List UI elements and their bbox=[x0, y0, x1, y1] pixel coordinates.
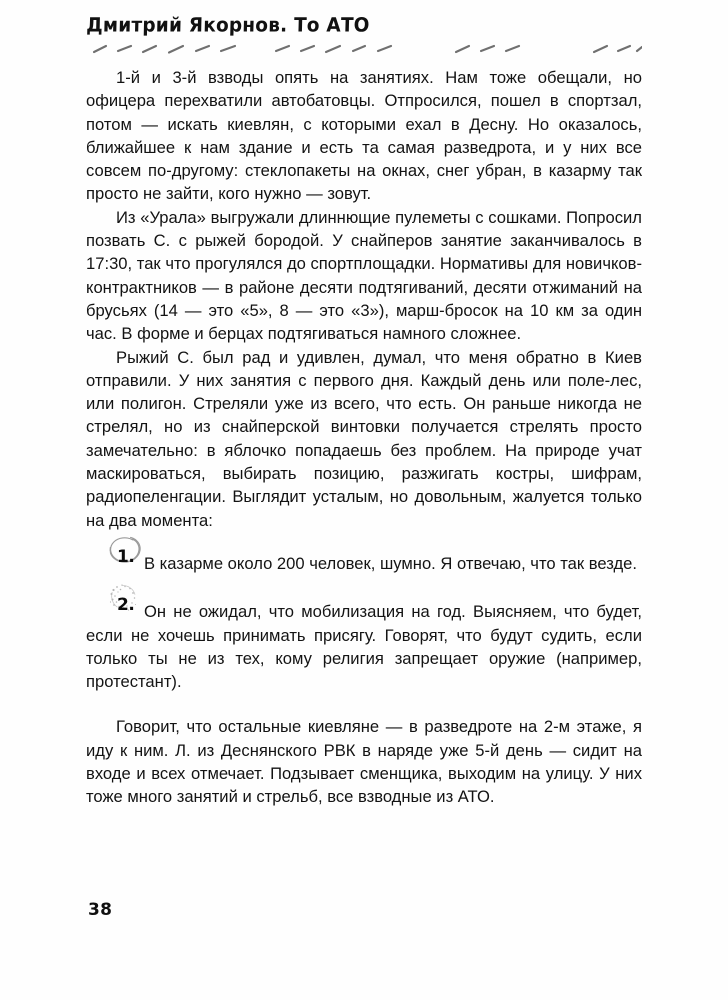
numbered-item-2-text: Он не ожидал, что мобилизация на год. Выясняем, что будет, если не хочешь принимать присягу. Говорят, что будут судить, если только ты не из тех, кому религия запрещает оружие (например, протестант). bbox=[86, 602, 642, 692]
paragraph-1: 1-й и 3-й взводы опять на занятиях. Нам тоже обещали, но офицера перехватили автобатовцы. Отпросился, пошел в спортзал, потом — искать киевлян, с которыми ехал в Десну. Но оказалось, ближайшее к нам здание и есть та самая разведрота, и у них все совсем по-другому: стеклопакеты на окнах, снег убран, в казарму так просто не зайти, кого нужно — зовут. bbox=[86, 68, 642, 204]
running-head bbox=[86, 16, 646, 37]
paragraph-3: Рыжий С. был рад и удивлен, думал, что меня обратно в Киев отправили. У них занятия с первого дня. Каждый день или поле-лес, или полигон. Стреляли уже из всего, что есть. Он раньше никогда не стрелял, но из снайперской винтовки получается стрелять просто замечательно: в яблочко попадаешь без проблем. На природе учат маскироваться, выбирать позицию, разжигать костры, шифрам, радиопеленгации. Выглядит усталым, но довольным, жалуется только на два момента: bbox=[86, 347, 642, 530]
spacer bbox=[86, 575, 642, 597]
paragraph-2: Из «Урала» выгружали длиннющие пулеметы с сошками. Попросил позвать С. с рыжей бородой. У снайперов занятие заканчивалось в 17:30, так что прогулялся до спортплощадки. Нормативы для новичков-контрактников — в районе десяти подтягиваний, десяти отжиманий на брусьях (14 — это «5», 8 — это «3»), марш-бросок на 10 км за один час. В форме и берцах подтягиваться намного сложнее. bbox=[86, 207, 642, 344]
numbered-item-2 bbox=[86, 597, 642, 693]
hatch-marks-rule-icon bbox=[90, 40, 642, 56]
list-marker-number: 1. bbox=[117, 546, 135, 567]
spacer bbox=[86, 532, 642, 549]
body-text-column bbox=[86, 66, 642, 809]
closing-paragraph: Говорит, что остальные киевляне — в разведроте на 2-м этаже, я иду к ним. Л. из Деснянского РВК в наряде уже 5-й день — сидит на входе и всех отмечает. Подзывает сменщика, выходим на улицу. У них тоже много занятий и стрельб, все взводные из АТО. bbox=[86, 717, 642, 807]
numbered-item-1-text: В казарме около 200 человек, шумно. Я отвечаю, что так везде. bbox=[144, 553, 637, 573]
list-marker-circled-one bbox=[108, 546, 142, 569]
list-marker-number: 2. bbox=[117, 595, 135, 616]
running-head-title: Дмитрий Якорнов. То АТО bbox=[86, 14, 370, 37]
numbered-item-1 bbox=[86, 546, 642, 575]
spacer bbox=[86, 693, 642, 715]
list-marker-smudged-two bbox=[108, 597, 142, 617]
page-number: 38 bbox=[88, 900, 113, 920]
